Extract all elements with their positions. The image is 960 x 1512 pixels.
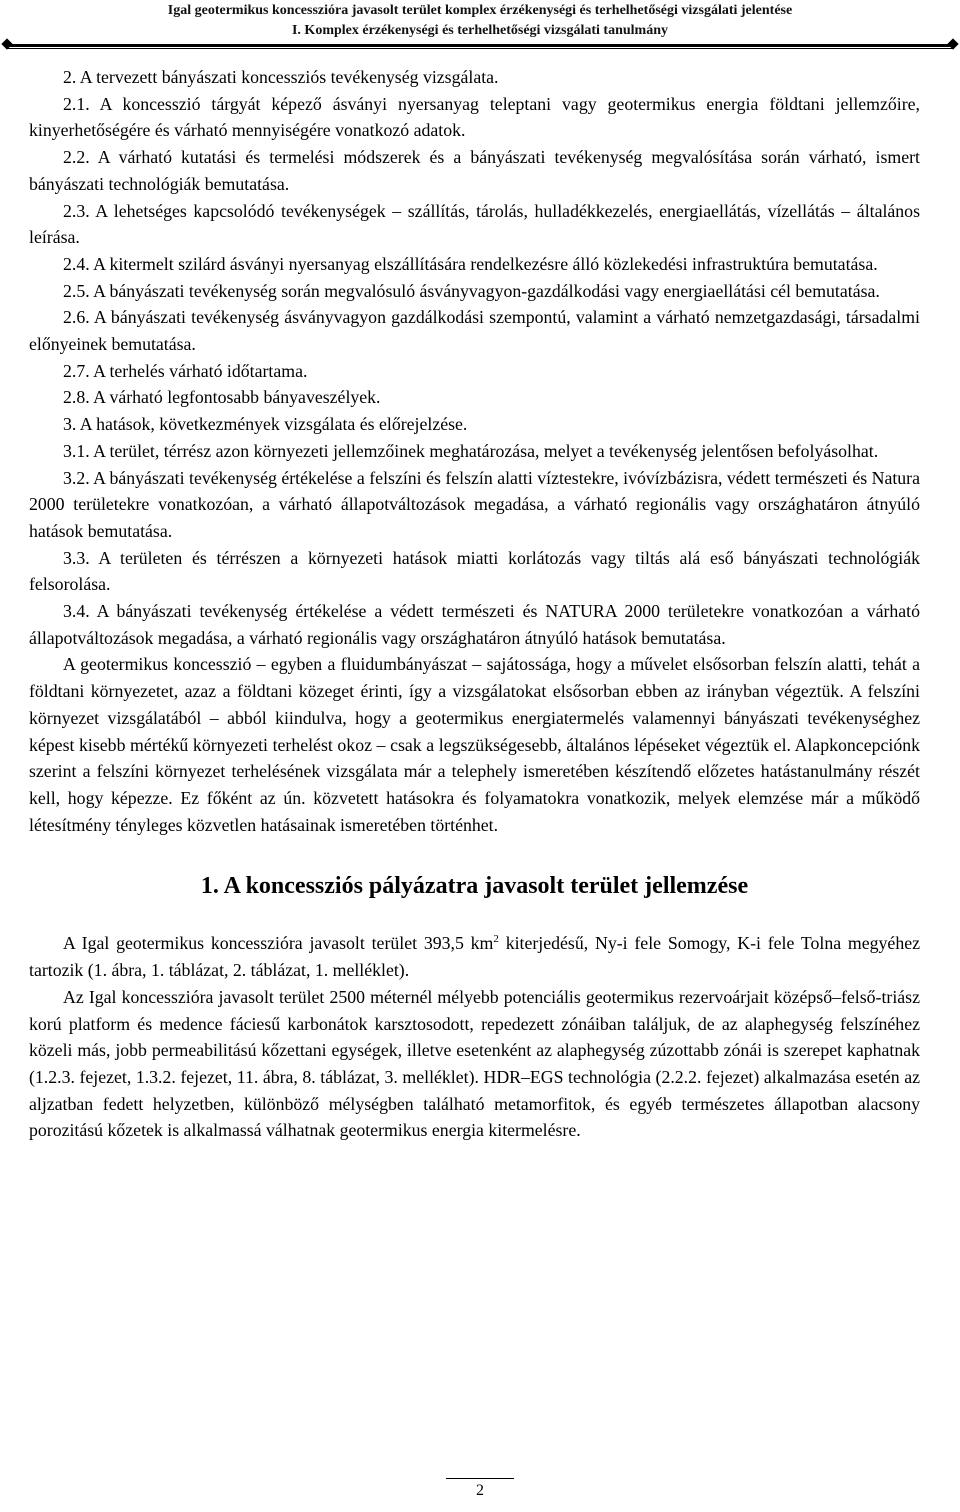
list-item: 2.5. A bányászati tevékenység során megvalósuló ásványvagyon-gazdálkodási vagy energiaellátási cél bemutatása. xyxy=(63,280,880,301)
list-item: 2.7. A terhelés várható időtartama. xyxy=(63,360,308,381)
list-item: 2.2. A várható kutatási és termelési módszerek és a bányászati tevékenység megvalósítása során várható, ismert bányászati technológiák bemutatása. xyxy=(29,147,920,194)
header-subtitle: I. Komplex érzékenységi és terhelhetőségi vizsgálati tanulmány xyxy=(291,23,668,38)
body-paragraph-area xyxy=(29,930,920,983)
page-number: 2 xyxy=(476,1482,484,1499)
header-title: Igal geotermikus koncesszióra javasolt terület komplex érzékenységi és terhelhetőségi vizsgálati jelentése xyxy=(167,3,793,18)
header-rule xyxy=(6,44,954,47)
list-item: 3.2. A bányászati tevékenység értékelése a felszíni és felszín alatti víztestekre, ivóvízbázisra, védett természeti és Natura 2000 területekre vonatkozóan, a várható állapotváltozások megadása, a várható regionális vagy országhatáron átnyúló hatások bemutatása. xyxy=(29,467,920,541)
list-item: 2.8. A várható legfontosabb bányaveszélyek. xyxy=(63,387,381,408)
list-item: 2.6. A bányászati tevékenység ásványvagyon gazdálkodási szempontú, valamint a várható nemzetgazdasági, társadalmi előnyeinek bemutatása. xyxy=(29,307,920,355)
area-text-start: A Igal geotermikus koncesszióra javasolt terület 393,5 km xyxy=(63,933,494,954)
requirements-list xyxy=(29,64,920,651)
area-text-end: kiterjedésű, Ny-i fele Somogy, K-i fele Tolna megyéhez tartozik (1. ábra, 1. táblázat, 2. táblázat, 1. melléklet). xyxy=(29,933,920,981)
list-item: 2. A tervezett bányászati koncessziós tevékenység vizsgálata. xyxy=(63,67,499,87)
intro-paragraph: A geotermikus koncesszió – egyben a fluidumbányászat – sajátossága, hogy a művelet elsősorban felszín alatti, tehát a földtani környezetet, azaz a földtani közeget érinti, így a vizsgálatokat elsősorban ebben az irányban végeztük. A felszíni környezet vizsgálatából – abból kiindulva, hogy a geotermikus energiatermelés valamennyi bányászati tevékenységhez képest kisebb mértékű környezeti terhelést okoz – csak a legszükségesebb, általános lépéseket végeztük el. Alapkoncepciónk szerint a felszíni környezet terhelésének vizsgálata már a telephely ismeretében készítendő előzetes hatástanulmány részét kell, hogy képezze. Ez főként az ún. közvetett hatásokra és folyamatokra vonatkozik, melyek elemzése már a működő létesítmény tényleges közvetlen hatásainak ismeretében történhet. xyxy=(29,654,920,835)
list-item: 3. A hatások, következmények vizsgálata és előrejelzése. xyxy=(63,414,468,435)
list-item: 2.1. A koncesszió tárgyát képező ásványi nyersanyag teleptani vagy geotermikus energia földtani jellemzőire, kinyerhetőségére és várható mennyiségére vonatkozó adatok. xyxy=(29,93,920,141)
superscript: 2 xyxy=(493,933,499,946)
list-item: 3.3. A területen és térrészen a környezeti hatások miatti korlátozás vagy tiltás alá eső bányászati technológiák felsorolása. xyxy=(29,547,920,595)
list-item: 2.3. A lehetséges kapcsolódó tevékenységek – szállítás, tárolás, hulladékkezelés, energiaellátás, vízellátás – általános leírása. xyxy=(29,200,920,248)
list-item: 3.4. A bányászati tevékenység értékelése a védett természeti és NATURA 2000 területekre vonatkozóan a várható állapotváltozások megadása, a várható regionális vagy országhatáron átnyúló hatások bemutatása. xyxy=(29,601,920,648)
section-heading: 1. A koncessziós pályázatra javasolt terület jellemzése xyxy=(200,873,749,900)
footer-rule xyxy=(446,1478,514,1479)
body-paragraph-reservoirs: Az Igal koncesszióra javasolt terület 2500 méternél mélyebb potenciális geotermikus rezervoárjait középső–felső-triász korú platform és medence fáciesű karbonátok karsztosodott, repedezett zónáiban találjuk, de az alaphegység felszínéhez közeli más, jobb permeabilitású kőzettani egységek, illetve esetenként az alaphegység zúzottabb zónái is szerepet kaphatnak (1.2.3. fejezet, 1.3.2. fejezet, 11. ábra, 8. táblázat, 3. melléklet). HDR–EGS technológia (2.2.2. fejezet) alkalmazása esetén az aljzatban fedett helyzetben, különböző mélységben található metamorfitok, és egyéb természetes állapotban alacsony porozitású kőzetek is alkalmassá válhatnak geotermikus energia kitermelésre. xyxy=(29,986,920,1141)
list-item: 3.1. A terület, térrész azon környezeti jellemzőinek meghatározása, melyet a tevékenység jelentősen befolyásolhat. xyxy=(63,440,879,461)
list-item: 2.4. A kitermelt szilárd ásványi nyersanyag elszállítására rendelkezésre álló közlekedési infrastruktúra bemutatása. xyxy=(63,253,878,274)
header-rule-thin xyxy=(6,48,954,49)
running-header xyxy=(0,0,960,41)
page-body xyxy=(29,64,920,1144)
